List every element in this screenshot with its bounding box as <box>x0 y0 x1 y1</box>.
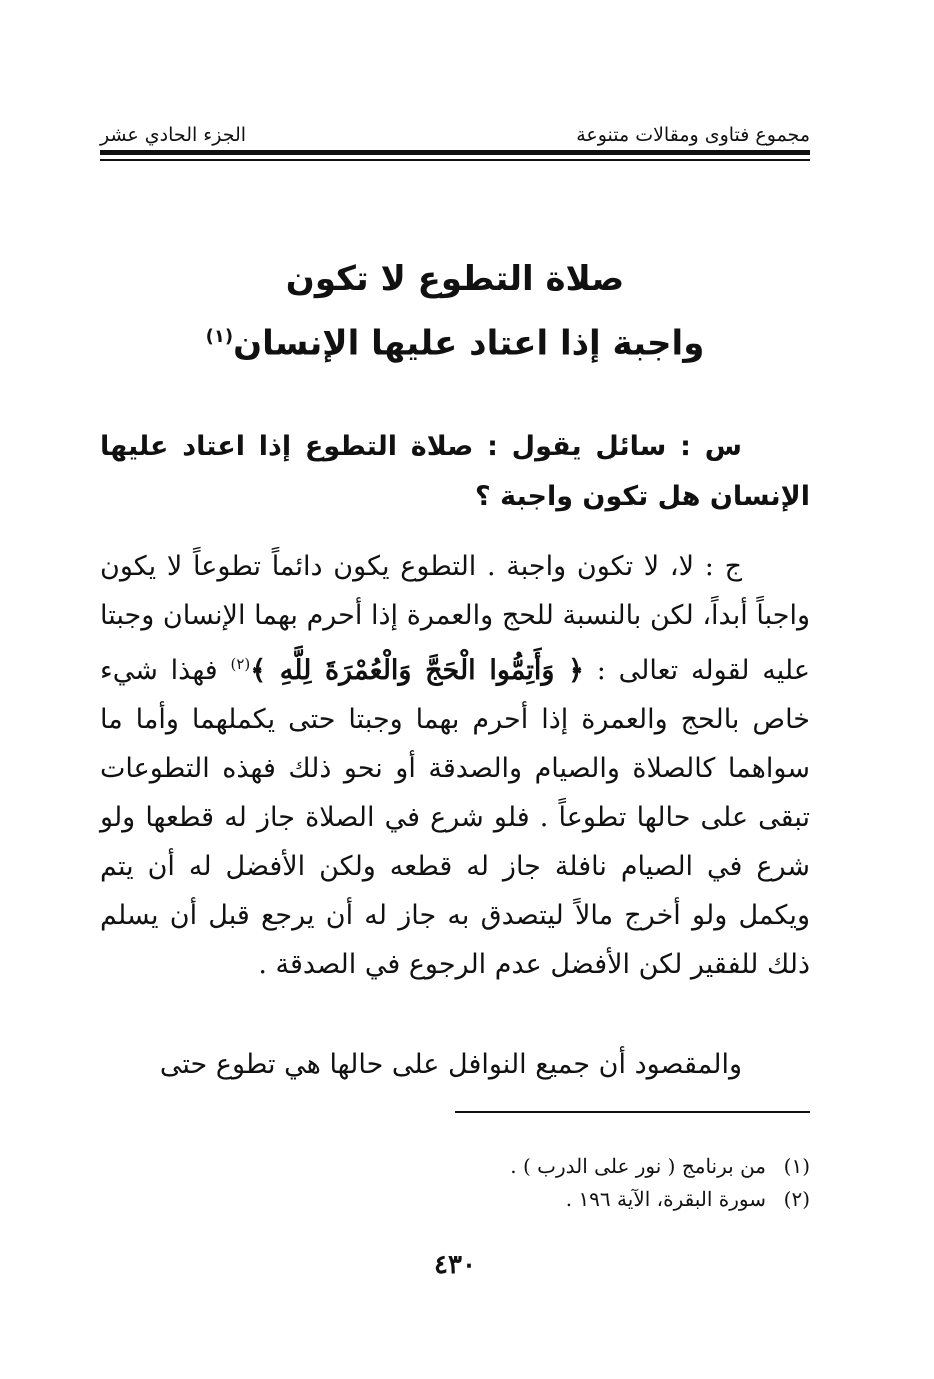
footnote-item <box>300 1183 810 1216</box>
answer-paragraph <box>100 542 810 989</box>
footnote-text: سورة البقرة، الآية ١٩٦ . <box>565 1187 766 1211</box>
verse-footnote-ref: (٢) <box>230 655 251 673</box>
quran-verse: ﴿ وَأَتِمُّوا الْحَجَّ وَالْعُمْرَةَ لِلَّهِ ﴾ <box>250 655 584 686</box>
footnote-number: (١) <box>783 1154 810 1178</box>
answer-text-before-verse: لا، لا تكون واجبة . التطوع يكون دائماً تطوعاً لا يكون واجباً أبداً، لكن بالنسبة للحج والعمرة إذا أحرم بهما الإنسان وجبتا عليه لقوله تعالى : <box>100 551 810 686</box>
volume-title: الجزء الحادي عشر <box>100 124 247 146</box>
question-paragraph <box>100 422 810 522</box>
question-text: سائل يقول : صلاة التطوع إذا اعتاد عليها الإنسان هل تكون واجبة ؟ <box>100 431 810 512</box>
footnote-item <box>300 1150 810 1183</box>
answer-text-after-verse: فهذا شيء خاص بالحج والعمرة إذا أحرم بهما وجبتا حتى يكملهما وأما ما سواهما كالصلاة والصيام والصدقة أو نحو ذلك فهذه التطوعات تبقى على حالها تطوعاً . فلو شرع في الصلاة جاز له قطعها ولو شرع في الصيام نافلة جاز له قطعه ولكن الأفضل له أن يتم ويكمل ولو أخرج مالاً ليتصدق به جاز له أن يرجع قبل أن يسلم ذلك للفقير لكن الأفضل عدم الرجوع في الصدقة . <box>100 655 810 980</box>
question-label: س : <box>680 431 742 462</box>
footnote-rule <box>455 1111 810 1113</box>
running-header <box>100 112 810 146</box>
title-line-2 <box>100 308 810 372</box>
conclusion-text: والمقصود أن جميع النوافل على حالها هي تطوع حتى <box>159 1049 742 1080</box>
answer-label: ج : <box>704 551 742 582</box>
article-title <box>100 250 810 372</box>
book-title: مجموع فتاوى ومقالات متنوعة <box>576 124 810 146</box>
page-number: ٤٣٠ <box>434 1250 476 1280</box>
title-footnote-ref: (١) <box>205 326 234 347</box>
title-line-2-text: واجبة إذا اعتاد عليها الإنسان <box>233 323 705 364</box>
title-line-1: صلاة التطوع لا تكون <box>285 259 625 299</box>
footnote-text: من برنامج ( نور على الدرب ) . <box>510 1154 766 1178</box>
footnote-number: (٢) <box>783 1187 810 1211</box>
footnotes <box>300 1150 810 1216</box>
header-rule-thick <box>100 150 810 155</box>
conclusion-paragraph <box>100 1040 810 1089</box>
header-rule-thin <box>100 159 810 161</box>
